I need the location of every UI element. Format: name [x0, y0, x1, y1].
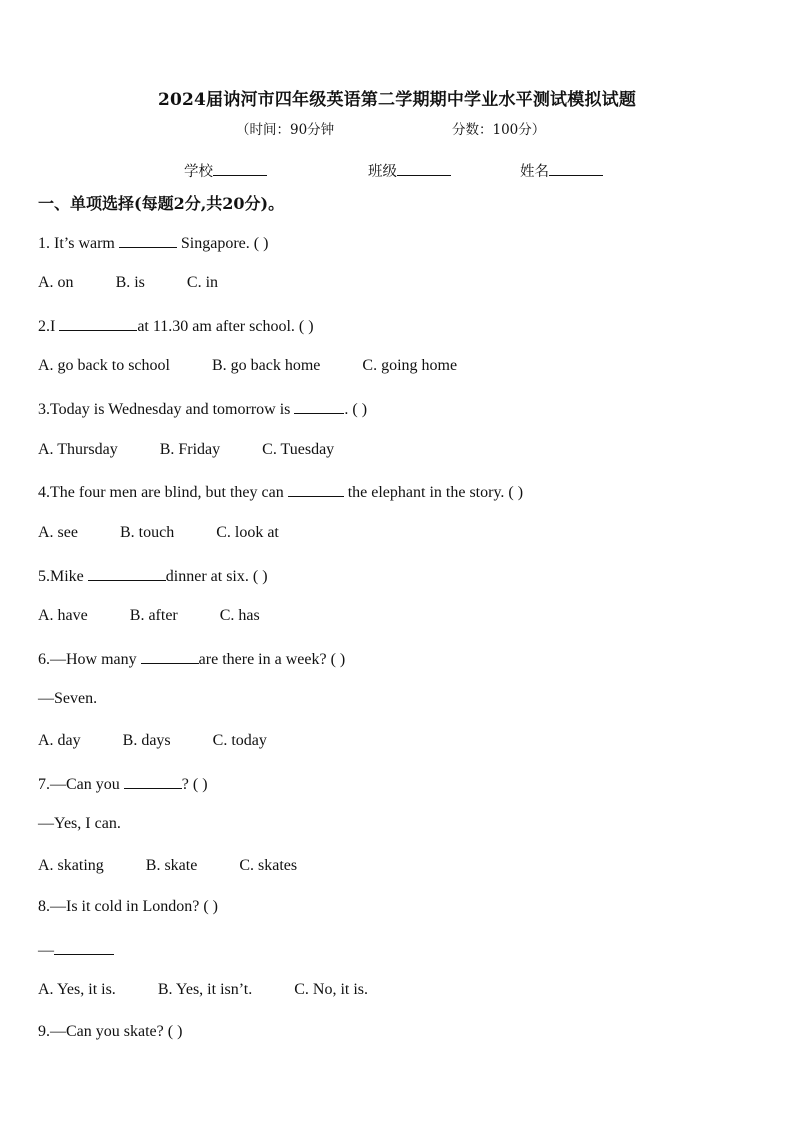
question-3 [38, 399, 367, 419]
question-7-tail: ? ( ) [181, 776, 208, 793]
class-field [368, 160, 451, 181]
question-6-tail: are there in a week? ( ) [198, 651, 346, 668]
exam-score: 分数：100分） [452, 122, 546, 138]
question-1-tail: Singapore. ( ) [176, 235, 269, 252]
question-5-tail: dinner at six. ( ) [165, 568, 268, 585]
option-a: A. see [38, 524, 78, 541]
question-2-options [38, 357, 457, 375]
answer-blank [124, 774, 182, 789]
question-3-text: 3.Today is Wednesday and tomorrow is [38, 401, 295, 418]
question-9: 9.—Can you skate? ( ) [38, 1023, 183, 1040]
question-4-text: 4.The four men are blind, but they can [38, 484, 288, 501]
option-b: B. after [129, 607, 178, 624]
question-1 [38, 233, 268, 253]
question-5-options [38, 607, 260, 625]
answer-blank [54, 940, 114, 955]
option-c: C. going home [362, 357, 458, 374]
name-blank [549, 161, 603, 176]
question-4-options [38, 524, 279, 542]
question-7-text: 7.—Can you [38, 776, 124, 793]
question-2-text: 2.I [38, 318, 60, 335]
exam-time: （时间：90分钟 [236, 122, 335, 138]
option-c: C. look at [216, 524, 279, 541]
answer-blank [288, 482, 344, 497]
question-8-options [38, 981, 368, 999]
question-5-text: 5.Mike [38, 568, 88, 585]
option-b: B. is [115, 274, 145, 291]
question-6-text: 6.—How many [38, 651, 141, 668]
section-heading: 一、单项选择(每题2分,共20分)。 [38, 194, 285, 213]
question-5 [38, 566, 268, 586]
answer-blank [119, 233, 177, 248]
question-7-options [38, 857, 297, 875]
option-a: A. go back to school [38, 357, 170, 374]
question-6-options [38, 732, 267, 750]
school-blank [213, 161, 267, 176]
question-1-text: 1. It’s warm [38, 235, 119, 252]
answer-blank [88, 566, 166, 581]
question-2-tail: at 11.30 am after school. ( ) [137, 318, 314, 335]
option-a: A. have [38, 607, 88, 624]
option-c: C. in [186, 274, 219, 291]
option-a: A. day [38, 732, 81, 749]
option-b: B. go back home [211, 357, 321, 374]
question-7-reply: —Yes, I can. [38, 815, 121, 832]
school-label: 学校 [184, 164, 213, 180]
option-a: A. Thursday [38, 441, 118, 458]
question-6 [38, 649, 345, 669]
school-field [184, 160, 267, 181]
question-1-options [38, 274, 218, 292]
option-a: A. Yes, it is. [38, 981, 116, 998]
option-c: C. skates [239, 857, 298, 874]
question-3-tail: . ( ) [344, 401, 368, 418]
option-b: B. days [122, 732, 171, 749]
option-a: A. skating [38, 857, 104, 874]
class-label: 班级 [368, 164, 397, 180]
question-6-reply: —Seven. [38, 690, 98, 707]
option-b: B. touch [119, 524, 175, 541]
name-field [520, 160, 603, 181]
name-label: 姓名 [520, 164, 549, 180]
question-8-reply [38, 940, 114, 960]
option-c: C. Tuesday [262, 441, 335, 458]
option-c: C. today [212, 732, 267, 749]
answer-blank [294, 399, 344, 414]
option-c: C. has [219, 607, 260, 624]
option-a: A. on [38, 274, 74, 291]
option-b: B. Friday [159, 441, 221, 458]
question-3-options [38, 441, 334, 459]
question-8-reply-dash: — [38, 942, 54, 959]
class-blank [397, 161, 451, 176]
question-4-tail: the elephant in the story. ( ) [343, 484, 524, 501]
answer-blank [59, 316, 137, 331]
option-b: B. Yes, it isn’t. [157, 981, 253, 998]
option-c: C. No, it is. [294, 981, 369, 998]
question-8: 8.—Is it cold in London? ( ) [38, 898, 218, 915]
answer-blank [141, 649, 199, 664]
exam-title: 2024届讷河市四年级英语第二学期期中学业水平测试模拟试题 [157, 90, 637, 110]
question-4 [38, 482, 523, 502]
question-2 [38, 316, 314, 336]
option-b: B. skate [145, 857, 198, 874]
question-7 [38, 774, 208, 794]
